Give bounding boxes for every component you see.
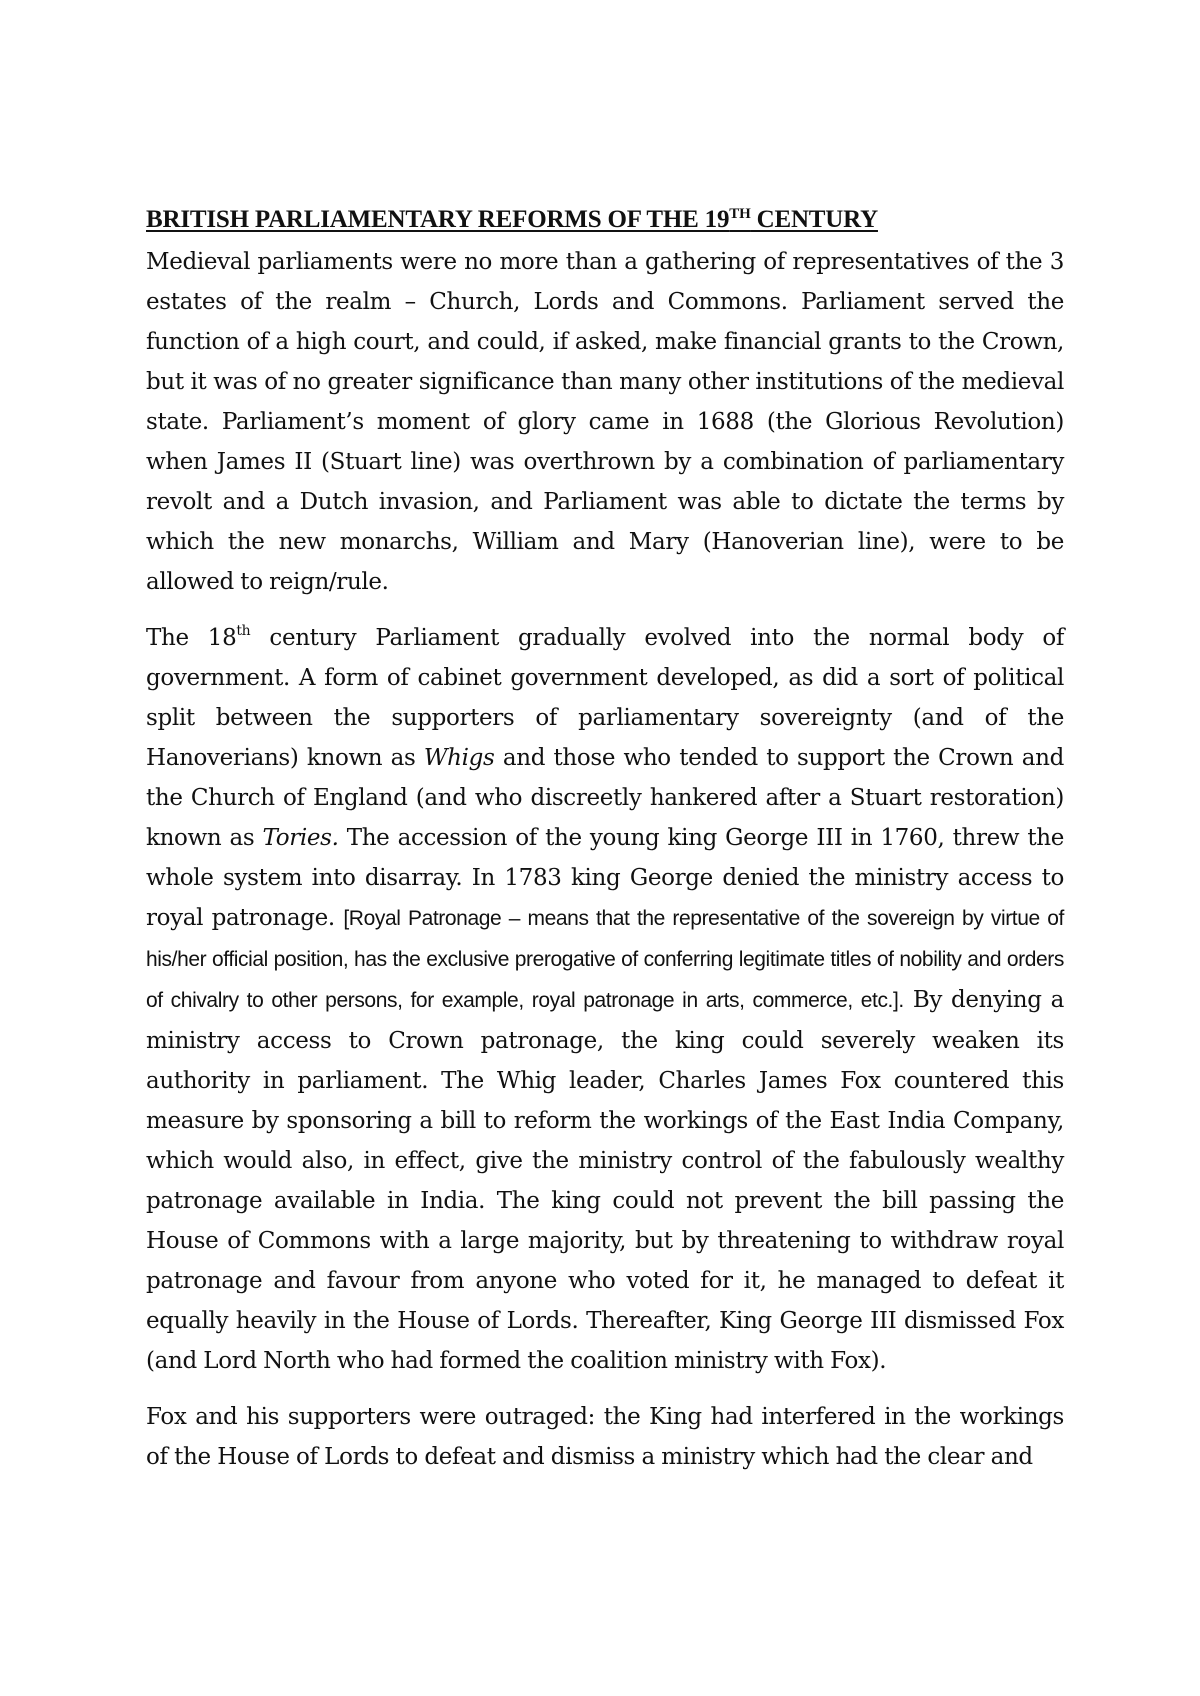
paragraph-2-part-2: century Parliament gradually evolved into the normal body of government. A form of cabinet government developed, as did a sort of political split between the supporters of parliamentary sovereignty (and of the Hanoverians) known as [146,625,1064,771]
paragraph-2-part-3: and those who tended to support the Crown and the Church of England (and who discreetly hankered after a Stuart restoration) known as [146,745,1064,851]
title-main: BRITISH PARLIAMENTARY REFORMS OF THE 19 [146,206,730,233]
term-tories: Tories. [262,825,339,851]
paragraph-2-part-1: The 18 [146,625,237,651]
title-rest: CENTURY [750,206,878,233]
title-superscript: TH [729,206,751,222]
paragraph-3: Fox and his supporters were outraged: the King had interfered in the workings of the House of Lords to defeat and dismiss a ministry which had the clear and [146,1404,1064,1470]
ordinal-superscript: th [236,623,251,639]
paragraph-2-part-5: By denying a ministry access to Crown patronage, the king could severely weaken its authority in parliament. The Whig leader, Charles James Fox countered this measure by sponsoring a bill to reform the workings of the East India Company, which would also, in effect, give the ministry control of the fabulously wealthy patronage available in India. The king could not prevent the bill passing the House of Commons with a large majority, but by threatening to withdraw royal patronage and favour from anyone who voted for it, he managed to defeat it equally heavily in the House of Lords. Thereafter, King George III dismissed Fox (and Lord North who had formed the coalition ministry with Fox). [146,987,1064,1374]
document-page [146,203,1064,1493]
paragraph-2-part-4: The accession of the young king George III in 1760, threw the whole system into disarray. In 1783 king George denied the ministry access to royal patronage. [146,825,1064,931]
paragraph-2 [146,618,1064,1381]
term-whigs: Whigs [423,745,495,771]
royal-patronage-note: [Royal Patronage – means that the representative of the sovereign by virtue of his/her official position, has the exclusive prerogative of conferring legitimate titles of nobility and orders of chivalry to other persons, for example, royal patronage in arts, commerce, etc.]. [146,907,1064,1012]
paragraph-1: Medieval parliaments were no more than a gathering of representatives of the 3 estates of the realm – Church, Lords and Commons. Parliament served the function of a high court, and could, if asked, make financial grants to the Crown, but it was of no greater significance than many other institutions of the medieval state. Parliament’s moment of glory came in 1688 (the Glorious Revolution) when James II (Stuart line) was overthrown by a combination of parliamentary revolt and a Dutch invasion, and Parliament was able to dictate the terms by which the new monarchs, William and Mary (Hanoverian line), were to be allowed to reign/rule. [146,249,1064,595]
document-title [146,203,1064,237]
